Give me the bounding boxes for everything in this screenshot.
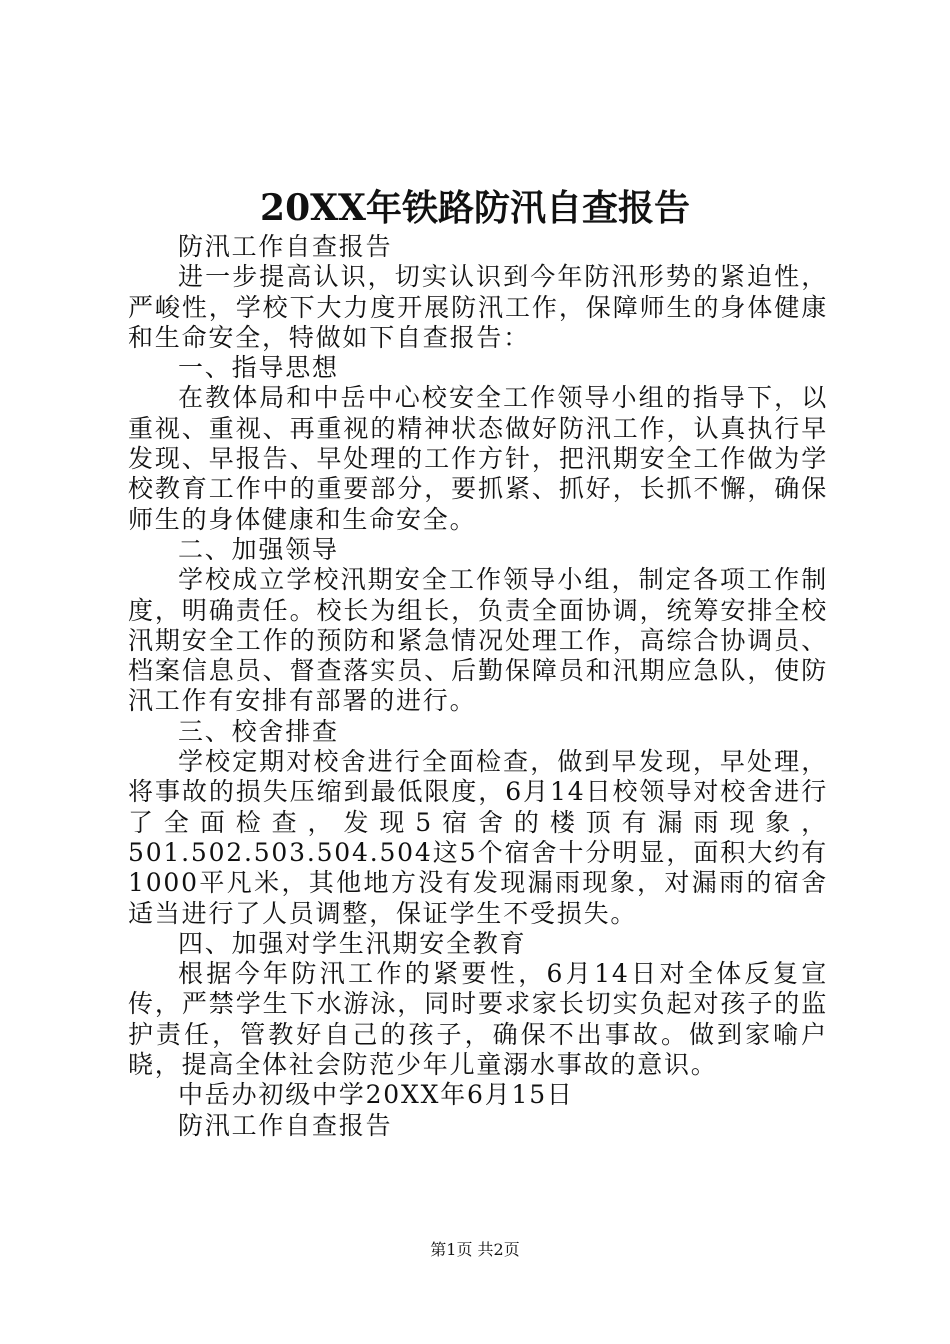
paragraph-guiding-thought: 在教体局和中岳中心校安全工作领导小组的指导下，以重视、重视、再重视的精神状态做好防汛工作，认真执行早发现、早报告、早处理的工作方针，把汛期安全工作做为学校教育工作中的重要部分，要抓紧、抓好，长抓不懈，确保师生的身体健康和生命安全。 [128, 383, 828, 534]
page-footer [0, 1240, 950, 1260]
page-number: 第1页 [430, 1240, 473, 1259]
paragraph-signature-date: 中岳办初级中学20XX年6月15日 [178, 1080, 574, 1110]
paragraph-heading-report-repeat: 防汛工作自查报告 [178, 1110, 393, 1140]
section-heading-education: 四、加强对学生汛期安全教育 [178, 928, 527, 958]
paragraph-heading-report: 防汛工作自查报告 [178, 232, 393, 261]
document-title: 20XX年铁路防汛自查报告 [260, 187, 690, 229]
page-total: 共2页 [477, 1240, 520, 1259]
section-heading-inspection: 三、校舍排查 [178, 716, 339, 746]
paragraph-inspection: 学校定期对校舍进行全面检查，做到早发现，早处理，将事故的损失压缩到最低限度，6月14日校领导对校舍进行了全面检查，发现5宿舍的楼顶有漏雨现象，501.502.503.504.504这5个宿舍十分明显，面积大约有1000平凡米，其他地方没有发现漏雨现象，对漏雨的宿舍适当进行了人员调整，保证学生不受损失。 [128, 747, 828, 928]
section-heading-guiding-thought: 一、指导思想 [178, 353, 339, 383]
section-heading-leadership: 二、加强领导 [178, 534, 339, 564]
paragraph-leadership: 学校成立学校汛期安全工作领导小组，制定各项工作制度，明确责任。校长为组长，负责全面协调，统筹安排全校汛期安全工作的预防和紧急情况处理工作，高综合协调员、档案信息员、督查落实员、后勤保障员和汛期应急队，使防汛工作有安排有部署的进行。 [128, 565, 828, 716]
document-body [128, 232, 828, 1141]
paragraph-education: 根据今年防汛工作的紧要性，6月14日对全体反复宣传，严禁学生下水游泳，同时要求家长切实负起对孩子的监护责任，管教好自己的孩子，确保不出事故。做到家喻户晓，提高全体社会防范少年儿童溺水事故的意识。 [128, 959, 828, 1080]
paragraph-intro: 进一步提高认识，切实认识到今年防汛形势的紧迫性，严峻性，学校下大力度开展防汛工作，保障师生的身体健康和生命安全，特做如下自查报告： [128, 262, 828, 352]
